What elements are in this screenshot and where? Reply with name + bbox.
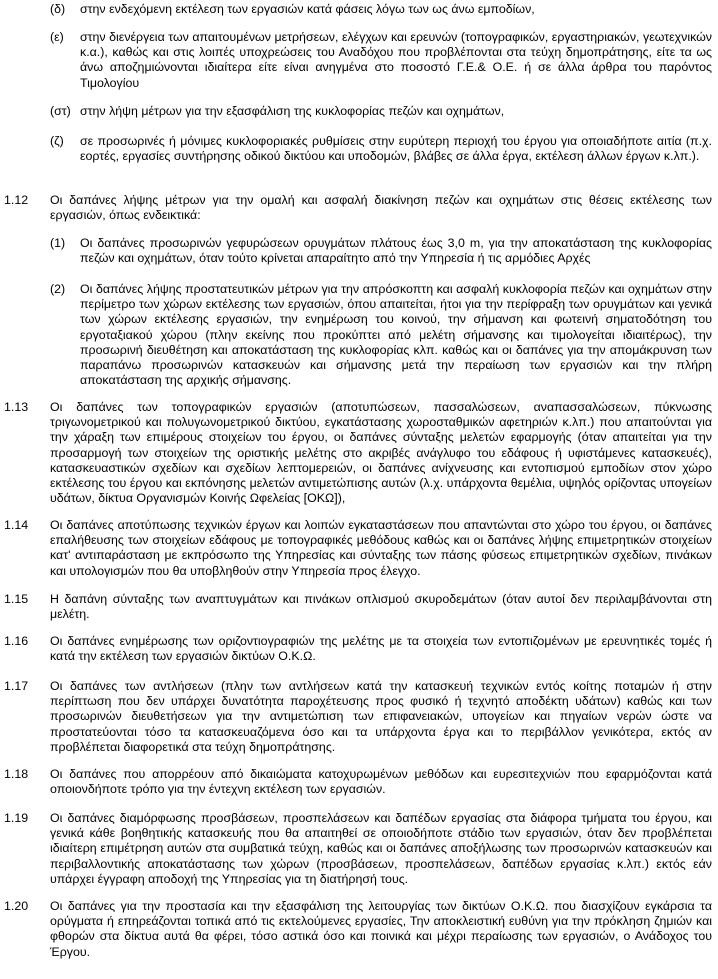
sub-item-label: (ζ) [50,134,64,148]
clause-1-12-sub-1 [0,236,718,268]
clause-text: Οι δαπάνες των τοπογραφικών εργασιών (αποτυπώσεων, πασσαλώσεων, αναπασσαλώσεων, πύκνωσης τριγωνομετρικού και πολυγωνομετρικού δικτύου, εγκατάστασης χωροσταθμικών αφετηριών κ.λπ.) που απαιτούνται για την χάραξη των επιμέρους στοιχείων του έργου, οι δαπάνες σύνταξης μελετών εφαρμογής (όταν απαιτείται για την προσαρμογή των στοιχείων της οριστικής μελέτης στο ακριβές ανάγλυφο του εδάφους ή υφιστάμενες κατασκευές), κατασκευαστικών σχεδίων και σχεδίων λεπτομερειών, οι δαπάνες ανίχνευσης και εντοπισμού εμποδίων στον χώρο εκτέλεσης του έργου και εκπόνησης μελετών αντιμετώπισης αυτών (λ.χ. υπάρχοντα θεμέλια, υψηλός ορίζοντας υπογείων υδάτων, δίκτυα Οργανισμών Κοινής Ωφελείας [ΟΚΩ]), [50,400,712,506]
sub-item-text: στην ενδεχόμενη εκτέλεση των εργασιών κατά φάσεις λόγω των ως άνω εμποδίων, [80,2,535,16]
clause-1-13 [0,400,718,506]
clause-1-16 [0,634,718,666]
clause-number: 1.20 [4,899,29,913]
sub-item-label: (δ) [50,2,66,16]
clause-1-18 [0,767,718,799]
sub-item-label: (ε) [50,30,64,44]
sub-item-d [0,2,718,18]
sub-item-st [0,104,718,120]
clause-1-12 [0,193,718,225]
sub-item-label: (στ) [50,104,71,118]
sub-item-text: Οι δαπάνες προσωρινών γεφυρώσεων ορυγμάτων πλάτους έως 3,0 m, για την αποκατάσταση της κυκλοφορίας πεζών και οχημάτων, όταν τούτο κρίνεται απαραίτητο από την Υπηρεσία ή τις αρμόδιες Αρχές [80,236,712,266]
clause-number: 1.12 [4,193,29,207]
clause-text: Οι δαπάνες των αντλήσεων (πλην των αντλήσεων κατά την κατασκευή τεχνικών εντός κοίτης ποταμών ή στην περίπτωση που δεν υπάρχει δυνατότητα παροχέτευσης προς φυσικό ή τεχνητό αποδέκτη υδάτων) καθώς και των προσωρινών διευθετήσεων για την αντιμετώπιση των επιφανειακών, υπογείων και πηγαίων νερών ώστε να προστατεύονται τόσο τα κατασκευαζόμενα όσο και τα υπάρχοντα έργα και το περιβάλλον γενικότερα, εκτός αν προβλέπεται διαφορετικά στα τεύχη δημοπράτησης. [50,679,712,754]
clause-text: Οι δαπάνες αποτύπωσης τεχνικών έργων και λοιπών εγκαταστάσεων που απαντώνται στο χώρο του έργου, οι δαπάνες επαλήθευσης των στοιχείων εδάφους με τοπογραφικές μεθόδους καθώς και οι δαπάνες λήψης επιμετρητικών στοιχείων κατ' αντιπαράσταση με εκπρόσωπο της Υπηρεσίας και σύνταξης των πάσης φύσεως επιμετρητικών σχεδίων, πινάκων και υπολογισμών που θα υποβληθούν στην Υπηρεσία προς έλεγχο. [50,518,712,578]
sub-item-z [0,134,718,180]
clause-text: Οι δαπάνες ενημέρωσης των οριζοντιογραφιών της μελέτης με τα στοιχεία των εντοπιζομένων με ερευνητικές τομές ή κατά την εκτέλεση των εργασιών δικτύων Ο.Κ.Ω. [50,634,712,664]
clause-1-17 [0,679,718,755]
clause-1-14 [0,518,718,580]
clause-number: 1.15 [4,592,29,606]
clause-1-20 [0,899,718,975]
sub-item-text: στην διενέργεια των απαιτουμένων μετρήσεων, ελέγχων και ερευνών (τοπογραφικών, εργαστηριακών, γεωτεχνικών κ.α.), καθώς και στις λοιπές υποχρεώσεις του Αναδόχου που προβλέπονται στα τεύχη δημοπράτησης, είτε τα ως άνω αποζημιώνονται ιδιαίτερα είτε είναι ανηγμένα στο ποσοστό Γ.Ε.& Ο.Ε. ή σε άλλα άρθρα του παρόντος Τιμολογίου [80,30,712,90]
clause-text: Οι δαπάνες λήψης μέτρων για την ομαλή και ασφαλή διακίνηση πεζών και οχημάτων στις θέσεις εκτέλεσης των εργασιών, όπως ενδεικτικά: [50,193,712,223]
sub-item-label: (2) [50,282,66,296]
clause-1-15 [0,592,718,624]
clause-text: Οι δαπάνες διαμόρφωσης προσβάσεων, προσπελάσεων και δαπέδων εργασίας στα διάφορα τμήματα του έργου, και γενικά κάθε βοηθητικής κατασκευής που θα απαιτηθεί σε οποιοδήποτε στάδιο των εργασιών, όταν δεν προβλέπεται ιδιαίτερη επιμέτρηση αυτών στα συμβατικά τεύχη, καθώς και οι δαπάνες αποξήλωσης των προσωρινών κατασκευών και περιβαλλοντικής αποκατάστασης των χώρων (προσβάσεων, προσπελάσεων, δαπέδων εργασίας κ.λπ.) εκτός εάν υπάρχει έγγραφη αποδοχή της Υπηρεσίας για τη διατήρησή τους. [50,811,712,886]
clause-1-19 [0,811,718,887]
clause-number: 1.14 [4,518,29,532]
sub-item-label: (1) [50,236,66,250]
clause-number: 1.13 [4,400,29,414]
clause-number: 1.18 [4,767,29,781]
clause-text: Οι δαπάνες που απορρέουν από δικαιώματα κατοχυρωμένων μεθόδων και ευρεσιτεχνιών που εφαρμόζονται κατά οποιονδήποτε τρόπο για την έντεχνη εκτέλεση των εργασιών. [50,767,712,797]
clause-1-12-sub-2 [0,282,718,388]
sub-item-text: Οι δαπάνες λήψης προστατευτικών μέτρων για την απρόσκοπτη και ασφαλή κυκλοφορία πεζών και οχημάτων στην περίμετρο των χώρων εκτέλεσης των εργασιών, όπου απαιτείται, ήτοι για την περίφραξη των ορυγμάτων και γενικά των χώρων εκτέλεσης εργασιών, την ενημέρωση του κοινού, την σήμανση και φωτεινή σηματοδότηση του εργοταξιακού χώρου (πλην εκείνης που προκύπτει από μελέτη σήμανσης και τιμολογείται ιδιαιτέρως), την προσωρινή διευθέτηση και αποκατάσταση της κυκλοφορίας κλπ. καθώς και οι δαπάνες για την απομάκρυνση των παραπάνω προσωρινών κατασκευών και σήμανσης μετά την περαίωση των εργασιών και την πλήρη αποκατάσταση της αρχικής σήμανσης. [80,282,712,388]
clause-number: 1.16 [4,634,29,648]
clause-text: Οι δαπάνες για την προστασία και την εξασφάλιση της λειτουργίας των δικτύων Ο.Κ.Ω. που διασχίζουν εγκάρσια τα ορύγματα ή επηρεάζονται τοπικά από τις εκτελούμενες εργασίες, Την αποκλειστική ευθύνη για την πρόκληση ζημιών και φθορών στα δίκτυα αυτά θα φέρει, τόσο αστικά όσο και ποινικά και μέχρι περαίωσης των εργασιών, ο Ανάδοχος του Έργου. [50,899,712,959]
clause-text: Η δαπάνη σύνταξης των αναπτυγμάτων και πινάκων οπλισμού σκυροδεμάτων (όταν αυτοί δεν περιλαμβάνονται στη μελέτη. [50,592,712,622]
sub-item-text: στην λήψη μέτρων για την εξασφάλιση της κυκλοφορίας πεζών και οχημάτων, [80,104,505,118]
clause-number: 1.19 [4,811,29,825]
sub-item-text: σε προσωρινές ή μόνιμες κυκλοφοριακές ρυθμίσεις στην ευρύτερη περιοχή του έργου για οποιαδήποτε αιτία (π.χ. εορτές, εργασίες συντήρησης οδικού δικτύου και υποδομών, βλάβες σε άλλα έργα, εκτέλεση άλλων έργων κ.λπ.). [80,134,712,164]
sub-item-e [0,30,718,92]
clause-number: 1.17 [4,679,29,693]
